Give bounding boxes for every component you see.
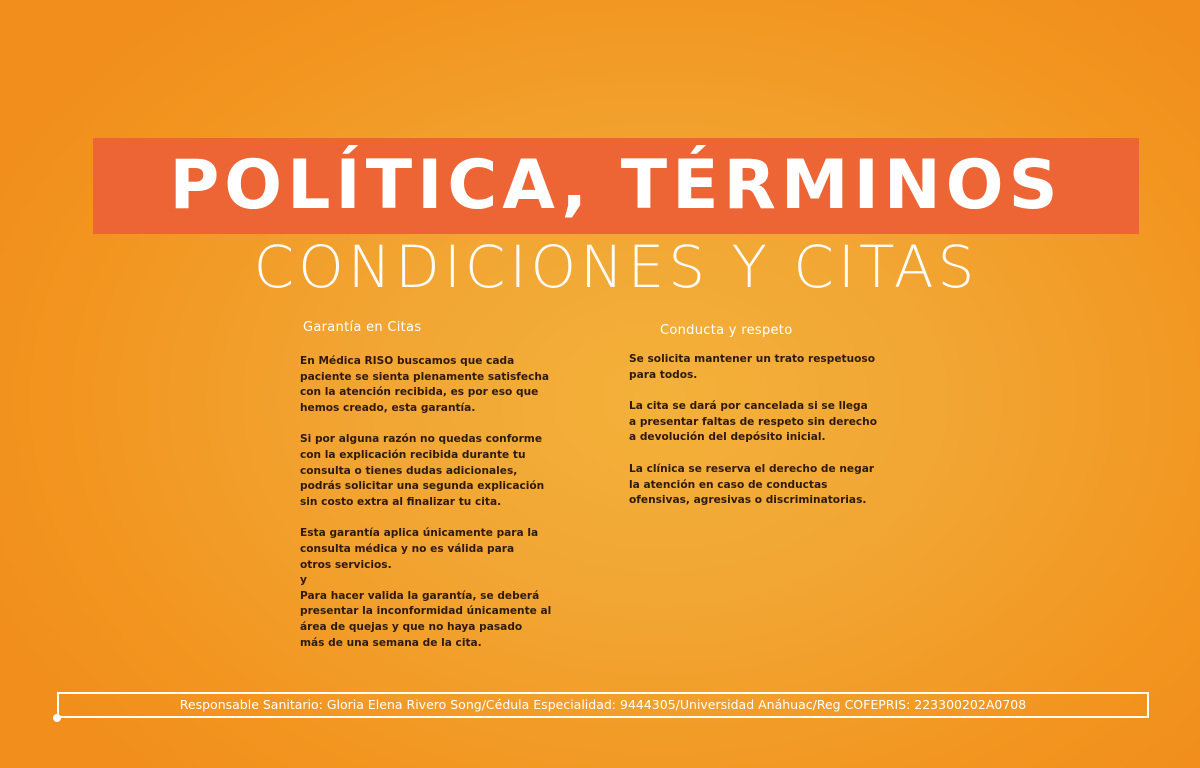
text-line: La clínica se reserva el derecho de negar <box>629 462 875 475</box>
section-heading-guarantee: Garantía en Citas <box>303 320 422 335</box>
page-title: POLÍTICA, TÉRMINOS <box>169 146 1063 225</box>
guarantee-text <box>300 354 551 651</box>
conduct-text <box>629 352 877 509</box>
text-line: La cita se dará por cancelada si se llega <box>629 400 868 413</box>
text-line: otros servicios. <box>300 558 392 571</box>
text-line: a presentar faltas de respeto sin derecho <box>629 415 877 428</box>
text-line: y <box>300 574 307 587</box>
text-line: para todos. <box>629 368 698 381</box>
conduct-paragraph <box>629 399 877 446</box>
text-line: más de una semana de la cita. <box>300 636 482 649</box>
guarantee-paragraph <box>300 354 551 416</box>
text-line: sin costo extra al finalizar tu cita. <box>300 495 502 508</box>
text-line: paciente se sienta plenamente satisfecha <box>300 370 550 383</box>
conduct-paragraph <box>629 462 877 509</box>
text-line: hemos creado, esta garantía. <box>300 401 476 414</box>
text-line: podrás solicitar una segunda explicación <box>300 480 545 493</box>
conduct-paragraph <box>629 352 877 383</box>
text-line: consulta o tienes dudas adicionales, <box>300 464 518 477</box>
text-line: con la atención recibida, es por eso que <box>300 386 539 399</box>
text-line: Se solicita mantener un trato respetuoso <box>629 353 875 365</box>
page-subtitle: CONDICIONES Y CITAS <box>253 233 979 301</box>
guarantee-paragraph <box>300 526 551 651</box>
text-line: a devolución del depósito inicial. <box>629 431 826 444</box>
text-line: Esta garantía aplica únicamente para la <box>300 527 539 540</box>
guarantee-paragraph <box>300 432 551 510</box>
section-heading-conduct: Conducta y respeto <box>660 323 793 338</box>
text-line: presentar la inconformidad únicamente al <box>300 605 552 618</box>
text-line: con la explicación recibida durante tu <box>300 448 526 461</box>
text-line: consulta médica y no es válida para <box>300 542 515 555</box>
footer-sanitary-info: Responsable Sanitario: Gloria Elena Rivero Song/Cédula Especialidad: 9444305/Universidad Anáhuac/Reg COFEPRIS: 223300202A0708 <box>179 697 1027 712</box>
text-line: área de quejas y que no haya pasado <box>300 620 523 633</box>
text-line: ofensivas, agresivas o discriminatorias. <box>629 494 867 507</box>
text-line: En Médica RISO buscamos que cada <box>300 355 515 367</box>
text-line: Para hacer valida la garantía, se deberá <box>300 589 540 602</box>
text-line: la atención en caso de conductas <box>629 478 828 491</box>
text-line: Si por alguna razón no quedas conforme <box>300 433 543 446</box>
